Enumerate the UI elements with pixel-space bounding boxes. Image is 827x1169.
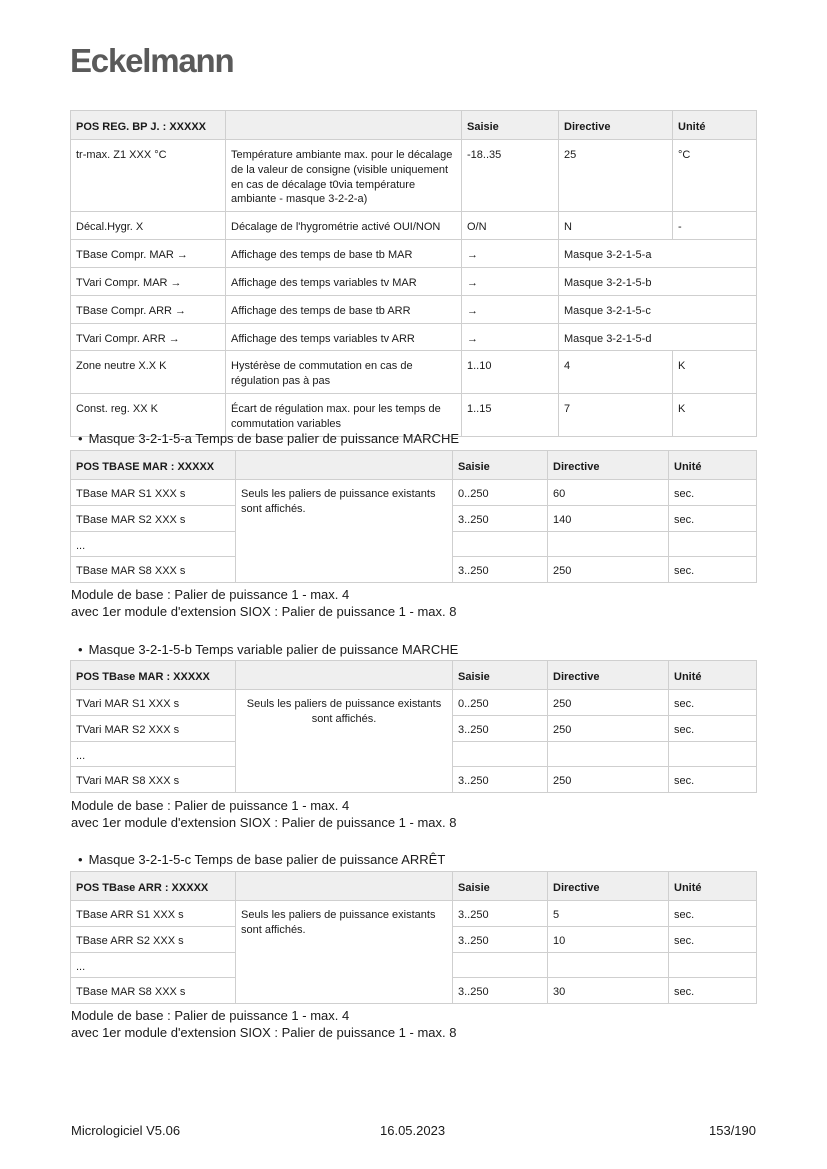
param-directive-link[interactable]: Masque 3-2-1-5-c <box>559 295 757 323</box>
table-row <box>71 267 757 295</box>
param-desc: Affichage des temps variables tv ARR <box>226 323 462 351</box>
section-heading-text: Masque 3-2-1-5-b Temps variable palier de puissance MARCHE <box>88 642 459 657</box>
table-row <box>71 323 757 351</box>
param-saisie <box>453 952 548 978</box>
header-saisie: Saisie <box>453 451 548 480</box>
param-name: TVari MAR S2 XXX s <box>71 715 236 741</box>
param-directive: 10 <box>548 926 669 952</box>
header-pos: POS TBASE MAR : XXXXX <box>71 451 236 480</box>
param-directive: 250 <box>548 689 669 715</box>
header-directive: Directive <box>548 872 669 901</box>
param-unite: sec. <box>669 926 757 952</box>
header-directive: Directive <box>548 451 669 480</box>
header-unite: Unité <box>669 661 757 690</box>
param-unite <box>669 952 757 978</box>
param-name: TBase MAR S8 XXX s <box>71 557 236 583</box>
company-logo: Eckelmann <box>70 42 234 79</box>
header-directive: Directive <box>548 661 669 690</box>
note-block <box>71 797 456 831</box>
header-unite: Unité <box>669 872 757 901</box>
param-desc: Hystérèse de commutation en cas de régulation pas à pas <box>226 351 462 394</box>
merged-desc: Seuls les paliers de puissance existants sont affichés. <box>236 689 453 792</box>
param-directive: 7 <box>559 394 673 437</box>
note-line: avec 1er module d'extension SIOX : Palier de puissance 1 - max. 8 <box>71 1025 457 1040</box>
param-saisie: → <box>462 267 559 295</box>
header-saisie: Saisie <box>462 111 559 140</box>
note-block <box>71 1007 456 1041</box>
param-saisie: O/N <box>462 212 559 240</box>
param-name: ... <box>71 952 236 978</box>
table-row <box>71 139 757 211</box>
param-name: Décal.Hygr. X <box>71 212 226 240</box>
param-unite: K <box>673 351 757 394</box>
header-pos: POS REG. BP J. : XXXXX <box>71 111 226 140</box>
param-directive: N <box>559 212 673 240</box>
param-unite: sec. <box>669 900 757 926</box>
param-unite: sec. <box>669 767 757 793</box>
header-saisie: Saisie <box>453 661 548 690</box>
note-line: Module de base : Palier de puissance 1 - max. 4 <box>71 1008 350 1023</box>
param-directive: 25 <box>559 139 673 211</box>
param-directive: 250 <box>548 767 669 793</box>
note-line: avec 1er module d'extension SIOX : Palier de puissance 1 - max. 8 <box>71 604 457 619</box>
param-name: TBase Compr. ARR → <box>71 295 226 323</box>
parameter-table <box>70 110 757 437</box>
param-name: ... <box>71 531 236 557</box>
param-unite: sec. <box>669 689 757 715</box>
param-unite: sec. <box>669 978 757 1004</box>
param-saisie: 0..250 <box>453 689 548 715</box>
note-block <box>71 586 456 620</box>
merged-desc: Seuls les paliers de puissance existants sont affichés. <box>236 900 453 1003</box>
param-directive: 250 <box>548 715 669 741</box>
param-name: TBase ARR S2 XXX s <box>71 926 236 952</box>
param-unite: sec. <box>669 479 757 505</box>
header-unite: Unité <box>669 451 757 480</box>
header-pos: POS TBase ARR : XXXXX <box>71 872 236 901</box>
param-saisie: -18..35 <box>462 139 559 211</box>
param-saisie: 0..250 <box>453 479 548 505</box>
param-directive-link[interactable]: Masque 3-2-1-5-b <box>559 267 757 295</box>
footer-date: 16.05.2023 <box>380 1123 446 1138</box>
param-saisie: 3..250 <box>453 926 548 952</box>
param-directive: 140 <box>548 505 669 531</box>
footer-page-number: 153/190 <box>709 1123 756 1138</box>
header-desc <box>236 451 453 480</box>
table-row <box>71 900 757 926</box>
param-directive <box>548 952 669 978</box>
param-name: TVari Compr. MAR → <box>71 267 226 295</box>
param-saisie: 3..250 <box>453 978 548 1004</box>
header-directive: Directive <box>559 111 673 140</box>
param-directive: 5 <box>548 900 669 926</box>
table-row <box>71 479 757 505</box>
table-row <box>71 689 757 715</box>
param-name: tr-max. Z1 XXX °C <box>71 139 226 211</box>
param-saisie: 1..10 <box>462 351 559 394</box>
merged-desc: Seuls les paliers de puissance existants sont affichés. <box>236 479 453 582</box>
param-unite: K <box>673 394 757 437</box>
param-name: TVari MAR S8 XXX s <box>71 767 236 793</box>
step-table <box>70 450 757 583</box>
param-directive <box>548 531 669 557</box>
param-name: TVari MAR S1 XXX s <box>71 689 236 715</box>
param-name: TBase MAR S2 XXX s <box>71 505 236 531</box>
param-name: Const. reg. XX K <box>71 394 226 437</box>
param-desc: Décalage de l'hygrométrie activé OUI/NON <box>226 212 462 240</box>
param-saisie: 3..250 <box>453 715 548 741</box>
param-unite: - <box>673 212 757 240</box>
param-desc: Écart de régulation max. pour les temps de commutation variables <box>226 394 462 437</box>
table-row <box>71 240 757 268</box>
param-unite <box>669 531 757 557</box>
param-name: ... <box>71 741 236 767</box>
param-directive: 4 <box>559 351 673 394</box>
param-saisie: 1..15 <box>462 394 559 437</box>
param-name: Zone neutre X.X K <box>71 351 226 394</box>
table-row <box>71 212 757 240</box>
note-line: avec 1er module d'extension SIOX : Palier de puissance 1 - max. 8 <box>71 815 457 830</box>
param-saisie <box>453 741 548 767</box>
table-row <box>71 295 757 323</box>
param-directive: 250 <box>548 557 669 583</box>
param-saisie: 3..250 <box>453 505 548 531</box>
param-unite <box>669 741 757 767</box>
table-row <box>71 394 757 437</box>
param-saisie: → <box>462 323 559 351</box>
header-desc <box>226 111 462 140</box>
param-saisie <box>453 531 548 557</box>
step-table <box>70 660 757 793</box>
step-table <box>70 871 757 1004</box>
param-desc: Affichage des temps variables tv MAR <box>226 267 462 295</box>
param-saisie: 3..250 <box>453 767 548 793</box>
param-saisie: 3..250 <box>453 900 548 926</box>
param-directive <box>548 741 669 767</box>
header-desc <box>236 872 453 901</box>
param-name: TBase ARR S1 XXX s <box>71 900 236 926</box>
param-desc: Affichage des temps de base tb ARR <box>226 295 462 323</box>
param-directive: 30 <box>548 978 669 1004</box>
section-heading-text: Masque 3-2-1-5-c Temps de base palier de puissance ARRÊT <box>88 852 446 867</box>
section-heading: • Masque 3-2-1-5-c Temps de base palier de puissance ARRÊT <box>78 852 446 867</box>
section-heading-text: Masque 3-2-1-5-a Temps de base palier de puissance MARCHE <box>88 431 460 446</box>
param-desc: Affichage des temps de base tb MAR <box>226 240 462 268</box>
param-unite: sec. <box>669 505 757 531</box>
param-desc: Température ambiante max. pour le décalage de la valeur de consigne (visible uniquement en cas de décalage t0via température ambiante - masque 3-2-2-a) <box>226 139 462 211</box>
note-line: Module de base : Palier de puissance 1 - max. 4 <box>71 798 350 813</box>
param-unite: sec. <box>669 557 757 583</box>
header-pos: POS TBase MAR : XXXXX <box>71 661 236 690</box>
section-heading: • Masque 3-2-1-5-b Temps variable palier de puissance MARCHE <box>78 642 459 657</box>
param-saisie: 3..250 <box>453 557 548 583</box>
param-name: TBase MAR S8 XXX s <box>71 978 236 1004</box>
header-unite: Unité <box>673 111 757 140</box>
param-name: TBase Compr. MAR → <box>71 240 226 268</box>
param-name: TBase MAR S1 XXX s <box>71 479 236 505</box>
param-saisie: → <box>462 295 559 323</box>
param-directive-link[interactable]: Masque 3-2-1-5-a <box>559 240 757 268</box>
note-line: Module de base : Palier de puissance 1 - max. 4 <box>71 587 350 602</box>
param-directive-link[interactable]: Masque 3-2-1-5-d <box>559 323 757 351</box>
param-saisie: → <box>462 240 559 268</box>
param-unite: °C <box>673 139 757 211</box>
footer-firmware: Micrologiciel V5.06 <box>71 1123 181 1138</box>
header-saisie: Saisie <box>453 872 548 901</box>
param-unite: sec. <box>669 715 757 741</box>
table-row <box>71 351 757 394</box>
param-name: TVari Compr. ARR → <box>71 323 226 351</box>
header-desc <box>236 661 453 690</box>
param-directive: 60 <box>548 479 669 505</box>
section-heading: • Masque 3-2-1-5-a Temps de base palier de puissance MARCHE <box>78 431 460 446</box>
